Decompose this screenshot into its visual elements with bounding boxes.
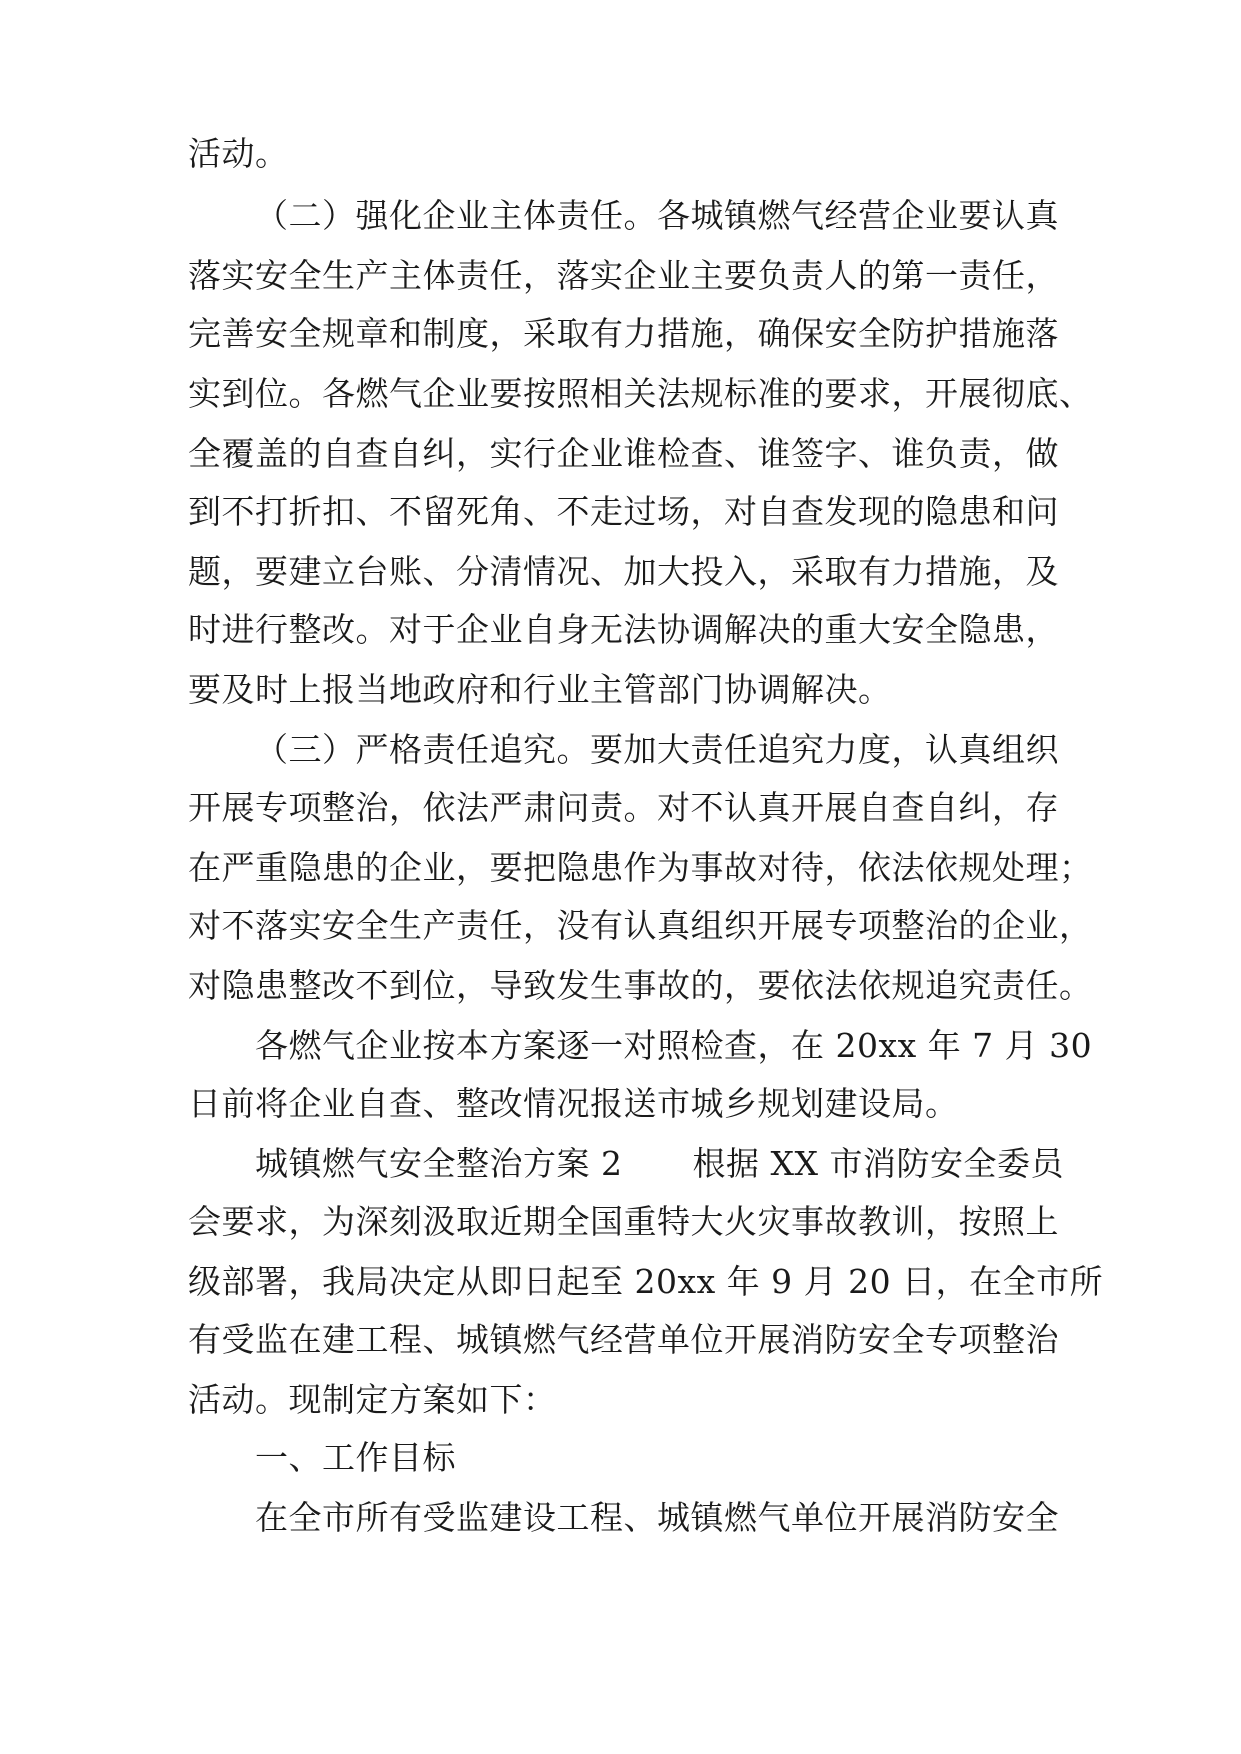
text-line: 开展专项整治，依法严肃问责。对不认真开展自查自纠，存 <box>188 788 1059 827</box>
text-line: 时进行整改。对于企业自身无法协调解决的重大安全隐患， <box>188 610 1059 649</box>
text-line: 全覆盖的自查自纠，实行企业谁检查、谁签字、谁负责，做 <box>188 434 1059 473</box>
text-line: 各燃气企业按本方案逐一对照检查，在 20xx 年 7 月 30 <box>255 1026 1093 1065</box>
section-intro: 根据 XX 市消防安全委员 <box>692 1144 1064 1183</box>
text-line: 题，要建立台账、分清情况、加大投入，采取有力措施，及 <box>188 552 1059 591</box>
text-line: 有受监在建工程、城镇燃气经营单位开展消防安全专项整治 <box>188 1320 1059 1359</box>
text-line: 对隐患整改不到位，导致发生事故的，要依法依规追究责任。 <box>188 966 1093 1005</box>
text-line: 要及时上报当地政府和行业主管部门协调解决。 <box>188 670 892 709</box>
section-title: 城镇燃气安全整治方案 2 <box>255 1144 623 1183</box>
text-line: 在严重隐患的企业，要把隐患作为事故对待，依法依规处理； <box>188 848 1093 887</box>
text-line: 完善安全规章和制度，采取有力措施，确保安全防护措施落 <box>188 314 1059 353</box>
text-line: 落实安全生产主体责任，落实企业主要负责人的第一责任， <box>188 256 1059 295</box>
text-line: 日前将企业自查、整改情况报送市城乡规划建设局。 <box>188 1084 959 1123</box>
text-line: 活动。现制定方案如下： <box>188 1380 557 1419</box>
text-line: 在全市所有受监建设工程、城镇燃气单位开展消防安全 <box>255 1498 1059 1537</box>
text-line: 实到位。各燃气企业要按照相关法规标准的要求，开展彻底、 <box>188 374 1093 413</box>
subheading: 一、工作目标 <box>255 1438 456 1477</box>
text-line: 级部署，我局决定从即日起至 20xx 年 9 月 20 日，在全市所 <box>188 1262 1104 1301</box>
text-line: 到不打折扣、不留死角、不走过场，对自查发现的隐患和问 <box>188 492 1059 531</box>
text-line: （二）强化企业主体责任。各城镇燃气经营企业要认真 <box>255 196 1059 235</box>
text-line: 会要求，为深刻汲取近期全国重特大火灾事故教训，按照上 <box>188 1202 1059 1241</box>
section-heading-line <box>255 1142 1064 1186</box>
text-line: 活动。 <box>188 134 289 173</box>
text-line: （三）严格责任追究。要加大责任追究力度，认真组织 <box>255 730 1059 769</box>
text-line: 对不落实安全生产责任，没有认真组织开展专项整治的企业， <box>188 906 1093 945</box>
